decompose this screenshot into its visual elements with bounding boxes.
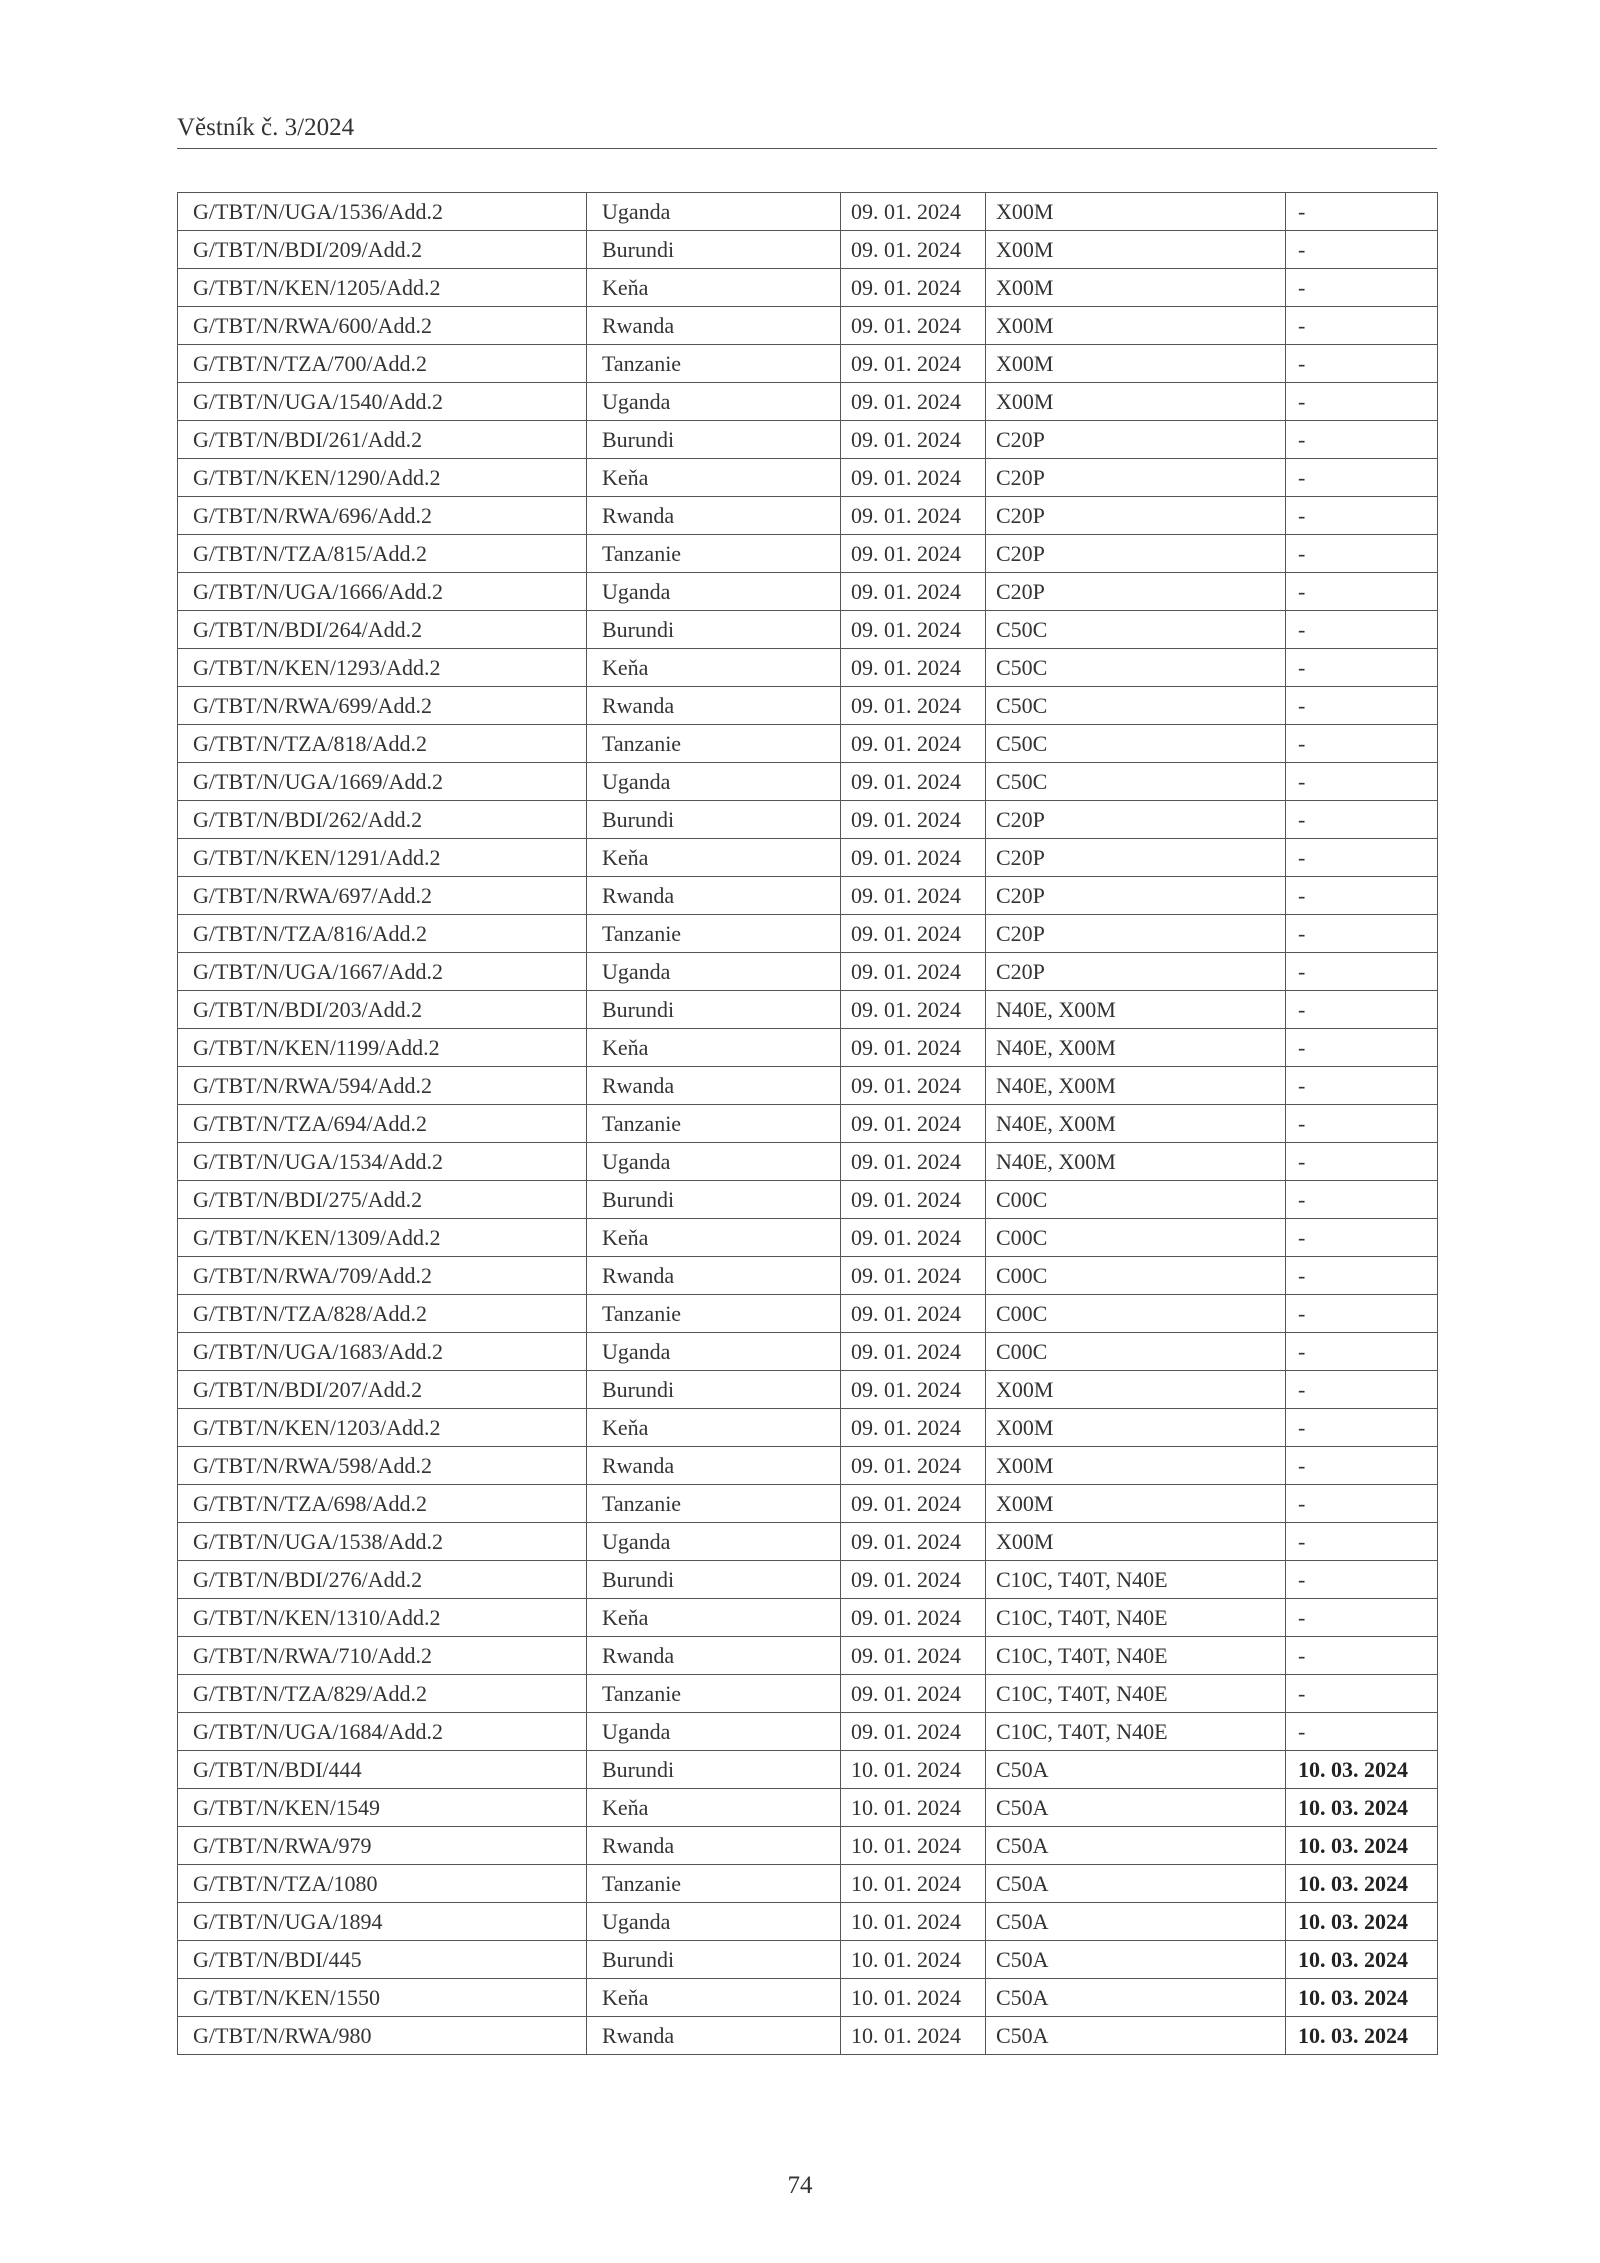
notification-date-cell: 09. 01. 2024: [841, 1143, 986, 1181]
notifications-table: [177, 192, 1438, 2055]
document-symbol-cell: G/TBT/N/KEN/1550: [178, 1979, 587, 2017]
notification-date-cell: 10. 01. 2024: [841, 1941, 986, 1979]
document-symbol-cell: G/TBT/N/RWA/697/Add.2: [178, 877, 587, 915]
comment-deadline-cell: -: [1286, 193, 1438, 231]
country-cell: Uganda: [587, 193, 841, 231]
ics-code-cell: X00M: [986, 269, 1286, 307]
country-cell: Tanzanie: [587, 345, 841, 383]
ics-code-cell: C20P: [986, 839, 1286, 877]
country-cell: Uganda: [587, 1523, 841, 1561]
country-cell: Burundi: [587, 231, 841, 269]
notification-date-cell: 09. 01. 2024: [841, 953, 986, 991]
table-row: [178, 1789, 1438, 1827]
table-row: [178, 383, 1438, 421]
country-cell: Keňa: [587, 1979, 841, 2017]
country-cell: Tanzanie: [587, 725, 841, 763]
country-cell: Rwanda: [587, 1637, 841, 1675]
table-row: [178, 1637, 1438, 1675]
ics-code-cell: C20P: [986, 535, 1286, 573]
document-symbol-cell: G/TBT/N/RWA/710/Add.2: [178, 1637, 587, 1675]
table-row: [178, 1067, 1438, 1105]
ics-code-cell: C20P: [986, 573, 1286, 611]
document-symbol-cell: G/TBT/N/TZA/694/Add.2: [178, 1105, 587, 1143]
table-row: [178, 1599, 1438, 1637]
table-row: [178, 687, 1438, 725]
document-symbol-cell: G/TBT/N/BDI/203/Add.2: [178, 991, 587, 1029]
ics-code-cell: X00M: [986, 1485, 1286, 1523]
ics-code-cell: C50C: [986, 725, 1286, 763]
comment-deadline-cell: -: [1286, 915, 1438, 953]
country-cell: Burundi: [587, 1941, 841, 1979]
country-cell: Tanzanie: [587, 535, 841, 573]
document-symbol-cell: G/TBT/N/TZA/828/Add.2: [178, 1295, 587, 1333]
comment-deadline-cell: -: [1286, 1523, 1438, 1561]
document-symbol-cell: G/TBT/N/UGA/1669/Add.2: [178, 763, 587, 801]
table-row: [178, 1257, 1438, 1295]
document-symbol-cell: G/TBT/N/UGA/1666/Add.2: [178, 573, 587, 611]
ics-code-cell: C20P: [986, 801, 1286, 839]
notification-date-cell: 09. 01. 2024: [841, 345, 986, 383]
document-symbol-cell: G/TBT/N/BDI/262/Add.2: [178, 801, 587, 839]
ics-code-cell: C50A: [986, 1979, 1286, 2017]
comment-deadline-cell: 10. 03. 2024: [1286, 1903, 1438, 1941]
comment-deadline-cell: -: [1286, 611, 1438, 649]
ics-code-cell: X00M: [986, 1371, 1286, 1409]
comment-deadline-cell: -: [1286, 1447, 1438, 1485]
document-symbol-cell: G/TBT/N/RWA/600/Add.2: [178, 307, 587, 345]
comment-deadline-cell: -: [1286, 459, 1438, 497]
notification-date-cell: 09. 01. 2024: [841, 877, 986, 915]
ics-code-cell: C50C: [986, 649, 1286, 687]
country-cell: Tanzanie: [587, 1675, 841, 1713]
document-symbol-cell: G/TBT/N/RWA/598/Add.2: [178, 1447, 587, 1485]
notification-date-cell: 09. 01. 2024: [841, 839, 986, 877]
comment-deadline-cell: -: [1286, 421, 1438, 459]
country-cell: Burundi: [587, 1751, 841, 1789]
document-symbol-cell: G/TBT/N/BDI/261/Add.2: [178, 421, 587, 459]
country-cell: Rwanda: [587, 497, 841, 535]
ics-code-cell: C20P: [986, 497, 1286, 535]
ics-code-cell: C10C, T40T, N40E: [986, 1675, 1286, 1713]
notification-date-cell: 10. 01. 2024: [841, 1789, 986, 1827]
ics-code-cell: X00M: [986, 345, 1286, 383]
comment-deadline-cell: -: [1286, 1257, 1438, 1295]
document-symbol-cell: G/TBT/N/UGA/1684/Add.2: [178, 1713, 587, 1751]
table-row: [178, 877, 1438, 915]
notification-date-cell: 10. 01. 2024: [841, 1827, 986, 1865]
table-row: [178, 1333, 1438, 1371]
country-cell: Keňa: [587, 459, 841, 497]
notification-date-cell: 09. 01. 2024: [841, 1409, 986, 1447]
table-row: [178, 1523, 1438, 1561]
country-cell: Tanzanie: [587, 1295, 841, 1333]
table-row: [178, 1979, 1438, 2017]
document-symbol-cell: G/TBT/N/BDI/275/Add.2: [178, 1181, 587, 1219]
document-symbol-cell: G/TBT/N/UGA/1894: [178, 1903, 587, 1941]
country-cell: Tanzanie: [587, 1865, 841, 1903]
ics-code-cell: C50A: [986, 1903, 1286, 1941]
comment-deadline-cell: -: [1286, 1713, 1438, 1751]
comment-deadline-cell: -: [1286, 1067, 1438, 1105]
table-row: [178, 573, 1438, 611]
document-symbol-cell: G/TBT/N/KEN/1199/Add.2: [178, 1029, 587, 1067]
comment-deadline-cell: -: [1286, 1333, 1438, 1371]
comment-deadline-cell: -: [1286, 1219, 1438, 1257]
comment-deadline-cell: -: [1286, 1485, 1438, 1523]
ics-code-cell: C50A: [986, 1827, 1286, 1865]
document-symbol-cell: G/TBT/N/TZA/700/Add.2: [178, 345, 587, 383]
notification-date-cell: 10. 01. 2024: [841, 1979, 986, 2017]
comment-deadline-cell: 10. 03. 2024: [1286, 1827, 1438, 1865]
country-cell: Rwanda: [587, 877, 841, 915]
comment-deadline-cell: 10. 03. 2024: [1286, 1941, 1438, 1979]
document-symbol-cell: G/TBT/N/BDI/264/Add.2: [178, 611, 587, 649]
comment-deadline-cell: -: [1286, 1409, 1438, 1447]
table-row: [178, 345, 1438, 383]
table-row: [178, 459, 1438, 497]
ics-code-cell: C20P: [986, 459, 1286, 497]
table-row: [178, 1941, 1438, 1979]
document-symbol-cell: G/TBT/N/RWA/709/Add.2: [178, 1257, 587, 1295]
ics-code-cell: C10C, T40T, N40E: [986, 1561, 1286, 1599]
ics-code-cell: C10C, T40T, N40E: [986, 1599, 1286, 1637]
table-row: [178, 611, 1438, 649]
table-row: [178, 991, 1438, 1029]
notification-date-cell: 09. 01. 2024: [841, 725, 986, 763]
notification-date-cell: 09. 01. 2024: [841, 1333, 986, 1371]
notification-date-cell: 09. 01. 2024: [841, 991, 986, 1029]
document-symbol-cell: G/TBT/N/TZA/818/Add.2: [178, 725, 587, 763]
document-symbol-cell: G/TBT/N/RWA/696/Add.2: [178, 497, 587, 535]
notification-date-cell: 09. 01. 2024: [841, 649, 986, 687]
document-symbol-cell: G/TBT/N/UGA/1667/Add.2: [178, 953, 587, 991]
notification-date-cell: 09. 01. 2024: [841, 573, 986, 611]
table-row: [178, 1181, 1438, 1219]
comment-deadline-cell: -: [1286, 1599, 1438, 1637]
table-row: [178, 1713, 1438, 1751]
document-symbol-cell: G/TBT/N/KEN/1205/Add.2: [178, 269, 587, 307]
notification-date-cell: 09. 01. 2024: [841, 1523, 986, 1561]
comment-deadline-cell: -: [1286, 877, 1438, 915]
comment-deadline-cell: -: [1286, 1561, 1438, 1599]
table-row: [178, 1827, 1438, 1865]
country-cell: Rwanda: [587, 1447, 841, 1485]
notification-date-cell: 09. 01. 2024: [841, 1257, 986, 1295]
ics-code-cell: X00M: [986, 231, 1286, 269]
ics-code-cell: C50A: [986, 2017, 1286, 2055]
table-row: [178, 1143, 1438, 1181]
notification-date-cell: 09. 01. 2024: [841, 1105, 986, 1143]
country-cell: Rwanda: [587, 2017, 841, 2055]
table-row: [178, 1485, 1438, 1523]
document-symbol-cell: G/TBT/N/RWA/594/Add.2: [178, 1067, 587, 1105]
notification-date-cell: 09. 01. 2024: [841, 611, 986, 649]
notification-date-cell: 09. 01. 2024: [841, 497, 986, 535]
table-row: [178, 839, 1438, 877]
comment-deadline-cell: 10. 03. 2024: [1286, 1789, 1438, 1827]
country-cell: Rwanda: [587, 1067, 841, 1105]
page-header: [177, 112, 1437, 149]
table-row: [178, 1561, 1438, 1599]
table-row: [178, 649, 1438, 687]
country-cell: Burundi: [587, 611, 841, 649]
ics-code-cell: C50A: [986, 1865, 1286, 1903]
table-row: [178, 915, 1438, 953]
notification-date-cell: 09. 01. 2024: [841, 535, 986, 573]
country-cell: Burundi: [587, 801, 841, 839]
comment-deadline-cell: -: [1286, 535, 1438, 573]
ics-code-cell: X00M: [986, 1447, 1286, 1485]
ics-code-cell: X00M: [986, 1409, 1286, 1447]
table-row: [178, 535, 1438, 573]
notification-date-cell: 10. 01. 2024: [841, 1751, 986, 1789]
comment-deadline-cell: -: [1286, 573, 1438, 611]
country-cell: Uganda: [587, 1143, 841, 1181]
notification-date-cell: 09. 01. 2024: [841, 1485, 986, 1523]
notification-date-cell: 09. 01. 2024: [841, 421, 986, 459]
comment-deadline-cell: -: [1286, 1675, 1438, 1713]
ics-code-cell: C00C: [986, 1181, 1286, 1219]
notification-date-cell: 09. 01. 2024: [841, 307, 986, 345]
ics-code-cell: X00M: [986, 383, 1286, 421]
comment-deadline-cell: -: [1286, 991, 1438, 1029]
country-cell: Rwanda: [587, 307, 841, 345]
comment-deadline-cell: -: [1286, 687, 1438, 725]
table-row: [178, 763, 1438, 801]
country-cell: Uganda: [587, 763, 841, 801]
document-symbol-cell: G/TBT/N/RWA/979: [178, 1827, 587, 1865]
comment-deadline-cell: -: [1286, 1371, 1438, 1409]
document-symbol-cell: G/TBT/N/BDI/445: [178, 1941, 587, 1979]
country-cell: Uganda: [587, 953, 841, 991]
ics-code-cell: X00M: [986, 307, 1286, 345]
country-cell: Keňa: [587, 1029, 841, 1067]
ics-code-cell: N40E, X00M: [986, 1105, 1286, 1143]
country-cell: Burundi: [587, 421, 841, 459]
ics-code-cell: C00C: [986, 1333, 1286, 1371]
ics-code-cell: N40E, X00M: [986, 1143, 1286, 1181]
document-symbol-cell: G/TBT/N/BDI/209/Add.2: [178, 231, 587, 269]
notifications-table-body: [178, 193, 1438, 2055]
ics-code-cell: N40E, X00M: [986, 1029, 1286, 1067]
ics-code-cell: C50C: [986, 611, 1286, 649]
notification-date-cell: 09. 01. 2024: [841, 763, 986, 801]
notification-date-cell: 09. 01. 2024: [841, 459, 986, 497]
country-cell: Rwanda: [587, 1257, 841, 1295]
table-row: [178, 1219, 1438, 1257]
document-symbol-cell: G/TBT/N/KEN/1310/Add.2: [178, 1599, 587, 1637]
document-symbol-cell: G/TBT/N/KEN/1293/Add.2: [178, 649, 587, 687]
document-symbol-cell: G/TBT/N/BDI/207/Add.2: [178, 1371, 587, 1409]
country-cell: Tanzanie: [587, 1485, 841, 1523]
table-row: [178, 421, 1438, 459]
notification-date-cell: 09. 01. 2024: [841, 269, 986, 307]
table-row: [178, 801, 1438, 839]
country-cell: Keňa: [587, 269, 841, 307]
ics-code-cell: N40E, X00M: [986, 1067, 1286, 1105]
ics-code-cell: C20P: [986, 421, 1286, 459]
notification-date-cell: 09. 01. 2024: [841, 1219, 986, 1257]
comment-deadline-cell: -: [1286, 1637, 1438, 1675]
country-cell: Uganda: [587, 1333, 841, 1371]
comment-deadline-cell: -: [1286, 763, 1438, 801]
page-number: 74: [787, 2172, 813, 2199]
notification-date-cell: 09. 01. 2024: [841, 915, 986, 953]
notification-date-cell: 09. 01. 2024: [841, 1295, 986, 1333]
country-cell: Tanzanie: [587, 915, 841, 953]
table-row: [178, 725, 1438, 763]
comment-deadline-cell: -: [1286, 269, 1438, 307]
ics-code-cell: C00C: [986, 1219, 1286, 1257]
comment-deadline-cell: -: [1286, 345, 1438, 383]
comment-deadline-cell: -: [1286, 307, 1438, 345]
ics-code-cell: C50A: [986, 1751, 1286, 1789]
document-symbol-cell: G/TBT/N/KEN/1203/Add.2: [178, 1409, 587, 1447]
comment-deadline-cell: -: [1286, 497, 1438, 535]
notification-date-cell: 09. 01. 2024: [841, 1599, 986, 1637]
country-cell: Keňa: [587, 1409, 841, 1447]
comment-deadline-cell: 10. 03. 2024: [1286, 1751, 1438, 1789]
document-symbol-cell: G/TBT/N/KEN/1549: [178, 1789, 587, 1827]
comment-deadline-cell: -: [1286, 1181, 1438, 1219]
table-row: [178, 1865, 1438, 1903]
table-row: [178, 231, 1438, 269]
notification-date-cell: 09. 01. 2024: [841, 1029, 986, 1067]
notification-date-cell: 10. 01. 2024: [841, 2017, 986, 2055]
document-symbol-cell: G/TBT/N/UGA/1536/Add.2: [178, 193, 587, 231]
notification-date-cell: 09. 01. 2024: [841, 801, 986, 839]
notification-date-cell: 09. 01. 2024: [841, 383, 986, 421]
document-symbol-cell: G/TBT/N/TZA/816/Add.2: [178, 915, 587, 953]
document-symbol-cell: G/TBT/N/BDI/276/Add.2: [178, 1561, 587, 1599]
ics-code-cell: N40E, X00M: [986, 991, 1286, 1029]
document-symbol-cell: G/TBT/N/UGA/1540/Add.2: [178, 383, 587, 421]
document-symbol-cell: G/TBT/N/TZA/815/Add.2: [178, 535, 587, 573]
table-row: [178, 1447, 1438, 1485]
ics-code-cell: C20P: [986, 915, 1286, 953]
table-row: [178, 193, 1438, 231]
document-symbol-cell: G/TBT/N/BDI/444: [178, 1751, 587, 1789]
comment-deadline-cell: 10. 03. 2024: [1286, 2017, 1438, 2055]
country-cell: Burundi: [587, 991, 841, 1029]
country-cell: Uganda: [587, 1713, 841, 1751]
document-symbol-cell: G/TBT/N/KEN/1291/Add.2: [178, 839, 587, 877]
country-cell: Uganda: [587, 573, 841, 611]
document-symbol-cell: G/TBT/N/KEN/1309/Add.2: [178, 1219, 587, 1257]
document-symbol-cell: G/TBT/N/RWA/699/Add.2: [178, 687, 587, 725]
notification-date-cell: 09. 01. 2024: [841, 1447, 986, 1485]
document-symbol-cell: G/TBT/N/TZA/1080: [178, 1865, 587, 1903]
comment-deadline-cell: -: [1286, 231, 1438, 269]
comment-deadline-cell: -: [1286, 1105, 1438, 1143]
table-row: [178, 1295, 1438, 1333]
country-cell: Burundi: [587, 1371, 841, 1409]
notification-date-cell: 09. 01. 2024: [841, 1675, 986, 1713]
country-cell: Keňa: [587, 1599, 841, 1637]
comment-deadline-cell: 10. 03. 2024: [1286, 1865, 1438, 1903]
comment-deadline-cell: 10. 03. 2024: [1286, 1979, 1438, 2017]
ics-code-cell: C10C, T40T, N40E: [986, 1637, 1286, 1675]
notification-date-cell: 09. 01. 2024: [841, 1371, 986, 1409]
country-cell: Keňa: [587, 1219, 841, 1257]
document-symbol-cell: G/TBT/N/TZA/698/Add.2: [178, 1485, 587, 1523]
table-row: [178, 1903, 1438, 1941]
table-row: [178, 1409, 1438, 1447]
notification-date-cell: 09. 01. 2024: [841, 1067, 986, 1105]
ics-code-cell: C00C: [986, 1295, 1286, 1333]
comment-deadline-cell: -: [1286, 953, 1438, 991]
comment-deadline-cell: -: [1286, 1029, 1438, 1067]
notification-date-cell: 09. 01. 2024: [841, 193, 986, 231]
table-row: [178, 1029, 1438, 1067]
document-symbol-cell: G/TBT/N/UGA/1538/Add.2: [178, 1523, 587, 1561]
document-symbol-cell: G/TBT/N/KEN/1290/Add.2: [178, 459, 587, 497]
ics-code-cell: C10C, T40T, N40E: [986, 1713, 1286, 1751]
comment-deadline-cell: -: [1286, 839, 1438, 877]
ics-code-cell: C50A: [986, 1941, 1286, 1979]
table-row: [178, 1675, 1438, 1713]
ics-code-cell: C00C: [986, 1257, 1286, 1295]
document-symbol-cell: G/TBT/N/UGA/1534/Add.2: [178, 1143, 587, 1181]
notification-date-cell: 09. 01. 2024: [841, 231, 986, 269]
table-row: [178, 1105, 1438, 1143]
table-row: [178, 269, 1438, 307]
table-row: [178, 497, 1438, 535]
country-cell: Tanzanie: [587, 1105, 841, 1143]
notification-date-cell: 09. 01. 2024: [841, 1713, 986, 1751]
comment-deadline-cell: -: [1286, 1295, 1438, 1333]
country-cell: Uganda: [587, 1903, 841, 1941]
table-row: [178, 1371, 1438, 1409]
comment-deadline-cell: -: [1286, 801, 1438, 839]
country-cell: Burundi: [587, 1561, 841, 1599]
notification-date-cell: 09. 01. 2024: [841, 1637, 986, 1675]
country-cell: Keňa: [587, 649, 841, 687]
ics-code-cell: C50A: [986, 1789, 1286, 1827]
ics-code-cell: C50C: [986, 687, 1286, 725]
document-symbol-cell: G/TBT/N/TZA/829/Add.2: [178, 1675, 587, 1713]
country-cell: Uganda: [587, 383, 841, 421]
bulletin-title: Věstník č. 3/2024: [177, 114, 355, 141]
table-row: [178, 2017, 1438, 2055]
ics-code-cell: C20P: [986, 953, 1286, 991]
document-symbol-cell: G/TBT/N/RWA/980: [178, 2017, 587, 2055]
country-cell: Keňa: [587, 1789, 841, 1827]
country-cell: Burundi: [587, 1181, 841, 1219]
ics-code-cell: C50C: [986, 763, 1286, 801]
country-cell: Rwanda: [587, 687, 841, 725]
table-row: [178, 307, 1438, 345]
country-cell: Keňa: [587, 839, 841, 877]
ics-code-cell: X00M: [986, 193, 1286, 231]
notification-date-cell: 10. 01. 2024: [841, 1903, 986, 1941]
comment-deadline-cell: -: [1286, 383, 1438, 421]
notification-date-cell: 09. 01. 2024: [841, 687, 986, 725]
notification-date-cell: 09. 01. 2024: [841, 1181, 986, 1219]
comment-deadline-cell: -: [1286, 1143, 1438, 1181]
document-symbol-cell: G/TBT/N/UGA/1683/Add.2: [178, 1333, 587, 1371]
notification-date-cell: 10. 01. 2024: [841, 1865, 986, 1903]
country-cell: Rwanda: [587, 1827, 841, 1865]
notification-date-cell: 09. 01. 2024: [841, 1561, 986, 1599]
table-row: [178, 953, 1438, 991]
ics-code-cell: X00M: [986, 1523, 1286, 1561]
ics-code-cell: C20P: [986, 877, 1286, 915]
comment-deadline-cell: -: [1286, 649, 1438, 687]
table-row: [178, 1751, 1438, 1789]
comment-deadline-cell: -: [1286, 725, 1438, 763]
